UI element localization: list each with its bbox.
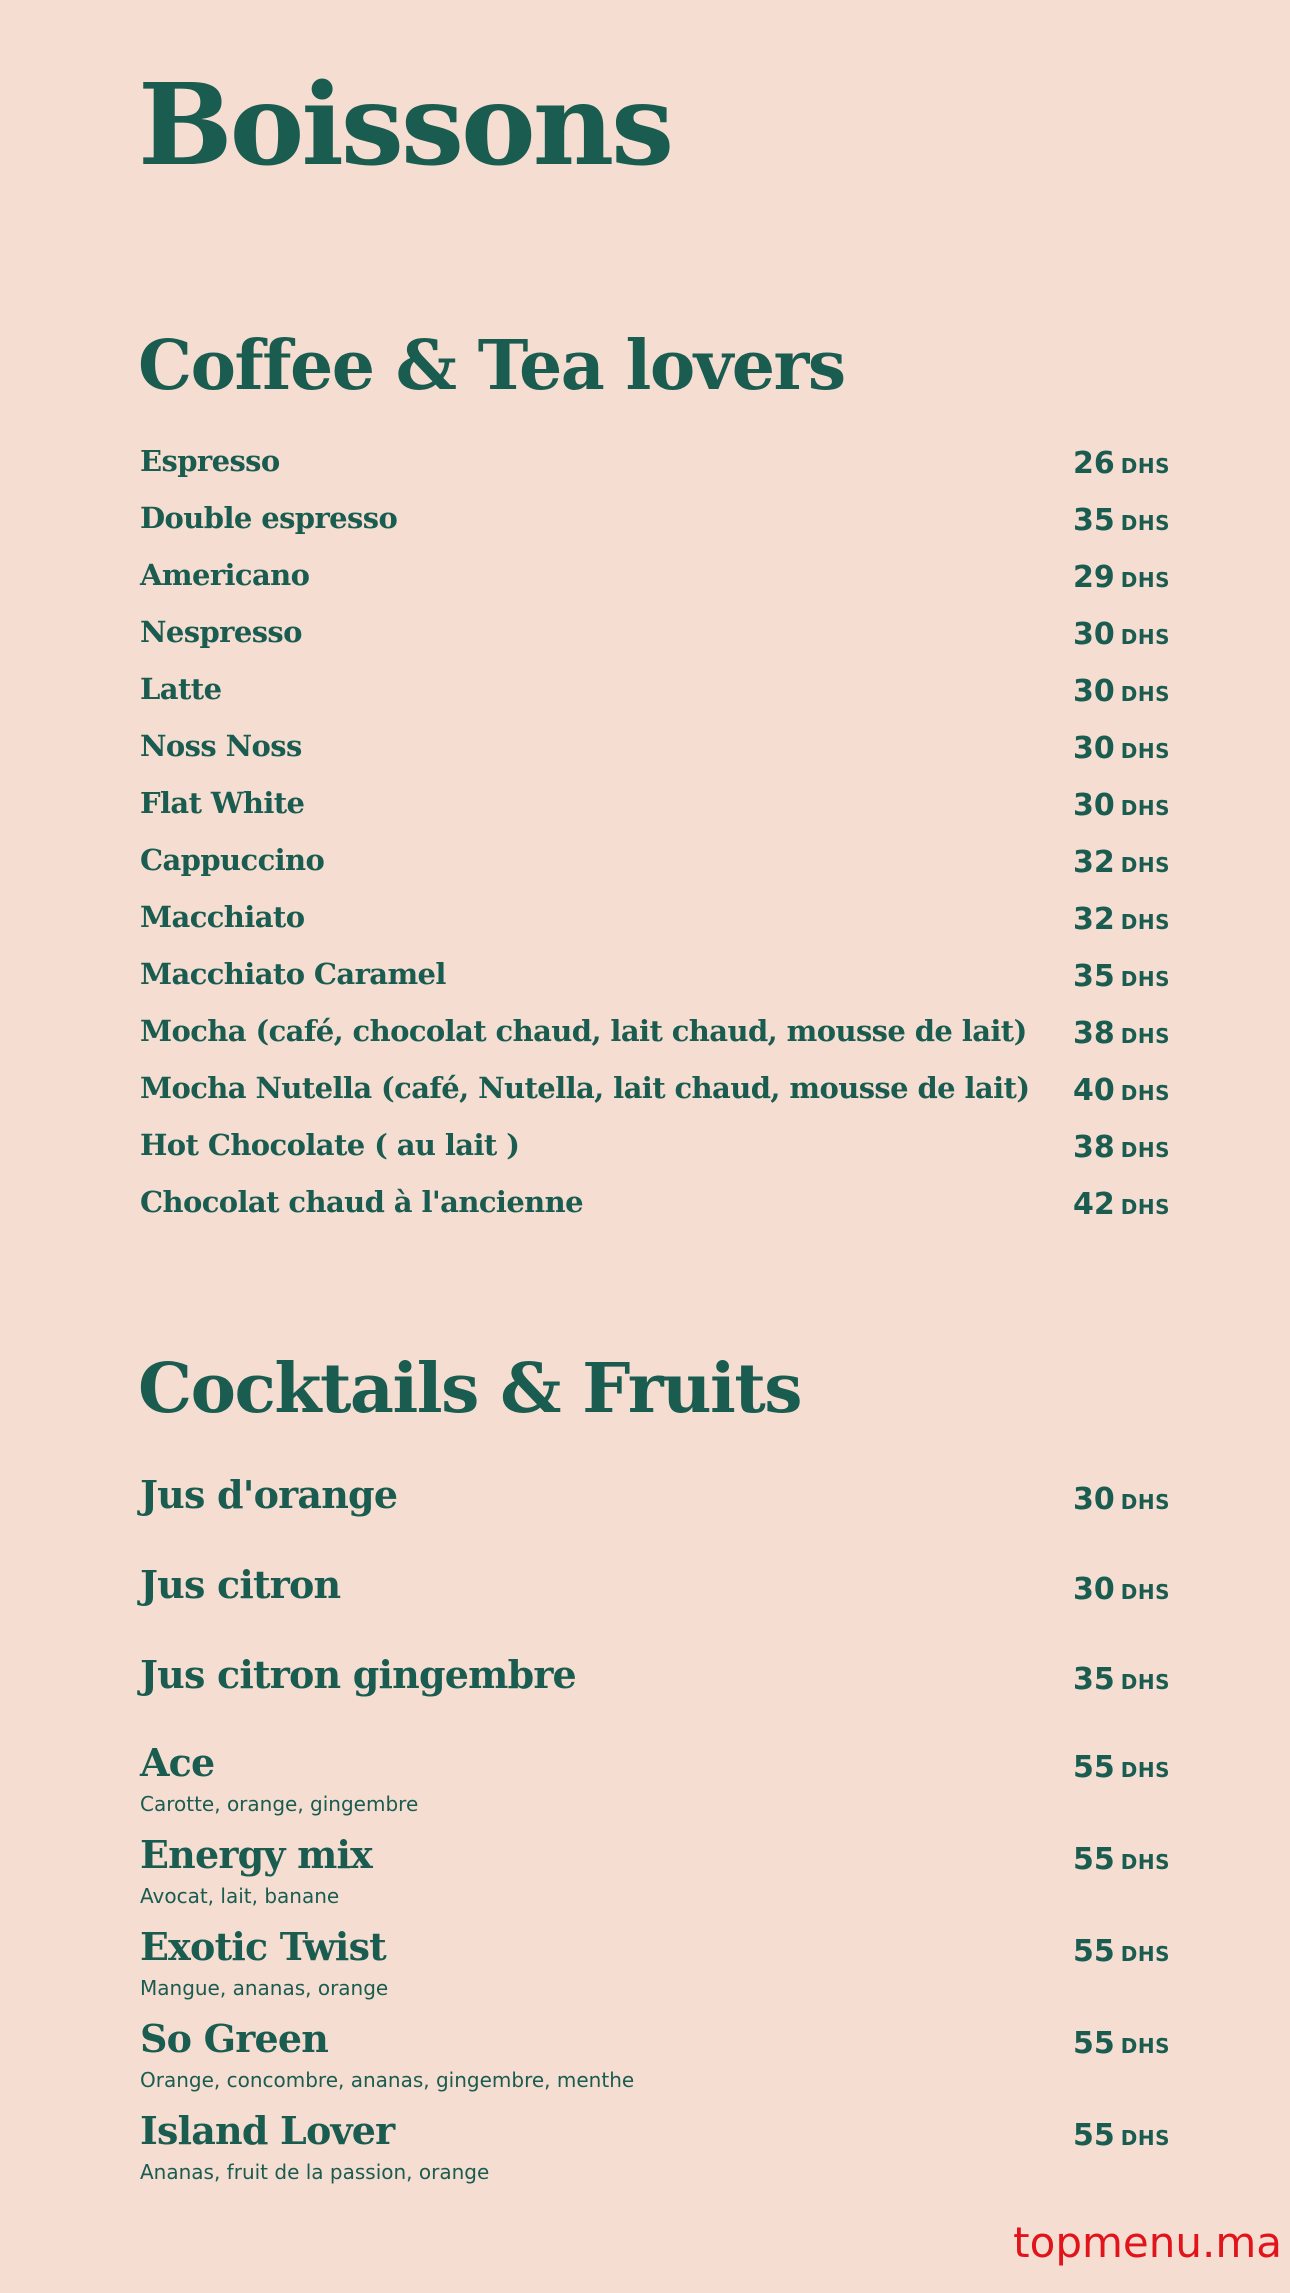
item-name: Flat White: [140, 786, 305, 820]
item-price: [1073, 1187, 1170, 1222]
cocktails-section-heading: Cocktails & Fruits: [138, 1349, 802, 1429]
price-value: 55: [1073, 1750, 1115, 1785]
item-name: Americano: [140, 558, 310, 592]
price-value: 30: [1073, 617, 1115, 652]
price-currency: DHS: [1120, 2034, 1170, 2058]
item-name: Noss Noss: [140, 729, 302, 763]
price-currency: DHS: [1120, 739, 1170, 763]
price-value: 29: [1073, 560, 1115, 595]
item-name: Latte: [140, 672, 222, 706]
item-name: Hot Chocolate ( au lait ): [140, 1128, 520, 1162]
menu-item: [138, 2108, 1170, 2200]
menu-item: [138, 440, 1170, 497]
price-currency: DHS: [1120, 910, 1170, 934]
item-price: [1073, 1130, 1170, 1165]
item-price: [1073, 446, 1170, 481]
price-value: 30: [1073, 1482, 1115, 1517]
item-name: Jus d'orange: [140, 1472, 398, 1517]
item-price: [1073, 1934, 1170, 1969]
price-currency: DHS: [1120, 796, 1170, 820]
item-description: Avocat, lait, banane: [140, 1884, 340, 1908]
item-price: [1073, 731, 1170, 766]
price-value: 55: [1073, 1934, 1115, 1969]
price-currency: DHS: [1120, 1580, 1170, 1604]
item-name: Cappuccino: [140, 843, 325, 877]
item-name: Jus citron gingembre: [140, 1652, 576, 1697]
price-value: 35: [1073, 503, 1115, 538]
item-name: Exotic Twist: [140, 1924, 386, 1969]
item-price: [1073, 788, 1170, 823]
item-price: [1073, 1016, 1170, 1051]
mix-menu-list: [138, 1740, 1170, 2200]
item-name: Double espresso: [140, 501, 398, 535]
coffee-section-heading: Coffee & Tea lovers: [138, 326, 845, 406]
item-price: [1073, 1073, 1170, 1108]
price-currency: DHS: [1120, 1024, 1170, 1048]
item-name: So Green: [140, 2016, 329, 2061]
item-name: Nespresso: [140, 615, 302, 649]
item-name: Mocha Nutella (café, Nutella, lait chaud, mousse de lait): [140, 1071, 1030, 1105]
menu-item: [138, 1124, 1170, 1181]
price-value: 32: [1073, 902, 1115, 937]
price-currency: DHS: [1120, 853, 1170, 877]
price-value: 30: [1073, 731, 1115, 766]
menu-item: [138, 782, 1170, 839]
price-value: 30: [1073, 1572, 1115, 1607]
item-price: [1073, 959, 1170, 994]
item-price: [1073, 617, 1170, 652]
menu-item: [138, 725, 1170, 782]
item-description: Mangue, ananas, orange: [140, 1976, 389, 2000]
price-value: 38: [1073, 1016, 1115, 1051]
item-description: Orange, concombre, ananas, gingembre, menthe: [140, 2068, 635, 2092]
price-value: 42: [1073, 1187, 1115, 1222]
menu-item: [138, 839, 1170, 896]
price-currency: DHS: [1120, 1758, 1170, 1782]
item-price: [1073, 2118, 1170, 2153]
menu-item: [138, 896, 1170, 953]
price-currency: DHS: [1120, 1670, 1170, 1694]
menu-item: [138, 1740, 1170, 1832]
price-currency: DHS: [1120, 1942, 1170, 1966]
item-price: [1073, 1662, 1170, 1697]
menu-item: [138, 554, 1170, 611]
price-value: 30: [1073, 674, 1115, 709]
item-price: [1073, 1482, 1170, 1517]
price-currency: DHS: [1120, 682, 1170, 706]
menu-item: [138, 1924, 1170, 2016]
menu-item: [138, 497, 1170, 554]
price-value: 30: [1073, 788, 1115, 823]
price-currency: DHS: [1120, 454, 1170, 478]
item-price: [1073, 560, 1170, 595]
page-title: Boissons: [138, 60, 672, 191]
menu-item: [138, 1468, 1170, 1558]
price-currency: DHS: [1120, 568, 1170, 592]
price-currency: DHS: [1120, 1138, 1170, 1162]
price-value: 55: [1073, 2026, 1115, 2061]
item-price: [1073, 1842, 1170, 1877]
price-value: 38: [1073, 1130, 1115, 1165]
price-value: 40: [1073, 1073, 1115, 1108]
item-name: Ace: [140, 1740, 215, 1785]
item-price: [1073, 1750, 1170, 1785]
item-name: Mocha (café, chocolat chaud, lait chaud, mousse de lait): [140, 1014, 1027, 1048]
item-price: [1073, 845, 1170, 880]
item-name: Jus citron: [140, 1562, 341, 1607]
menu-item: [138, 1181, 1170, 1238]
price-value: 35: [1073, 959, 1115, 994]
price-currency: DHS: [1120, 2126, 1170, 2150]
item-name: Energy mix: [140, 1832, 372, 1877]
menu-item: [138, 2016, 1170, 2108]
menu-item: [138, 1558, 1170, 1648]
item-name: Island Lover: [140, 2108, 395, 2153]
item-price: [1073, 2026, 1170, 2061]
menu-item: [138, 953, 1170, 1010]
price-value: 32: [1073, 845, 1115, 880]
menu-item: [138, 1010, 1170, 1067]
watermark: topmenu.ma: [1013, 2218, 1282, 2267]
coffee-menu-list: [138, 440, 1170, 1238]
menu-item: [138, 1832, 1170, 1924]
price-currency: DHS: [1120, 511, 1170, 535]
price-value: 26: [1073, 446, 1115, 481]
juice-menu-list: [138, 1468, 1170, 1738]
price-currency: DHS: [1120, 1490, 1170, 1514]
price-currency: DHS: [1120, 1081, 1170, 1105]
menu-item: [138, 668, 1170, 725]
price-currency: DHS: [1120, 1195, 1170, 1219]
menu-item: [138, 611, 1170, 668]
price-value: 55: [1073, 1842, 1115, 1877]
item-price: [1073, 674, 1170, 709]
price-value: 55: [1073, 2118, 1115, 2153]
menu-item: [138, 1067, 1170, 1124]
item-price: [1073, 503, 1170, 538]
price-currency: DHS: [1120, 967, 1170, 991]
price-value: 35: [1073, 1662, 1115, 1697]
item-description: Ananas, fruit de la passion, orange: [140, 2160, 490, 2184]
item-description: Carotte, orange, gingembre: [140, 1792, 419, 1816]
item-price: [1073, 902, 1170, 937]
item-name: Chocolat chaud à l'ancienne: [140, 1185, 583, 1219]
item-name: Espresso: [140, 444, 280, 478]
item-name: Macchiato: [140, 900, 305, 934]
item-name: Macchiato Caramel: [140, 957, 446, 991]
price-currency: DHS: [1120, 1850, 1170, 1874]
item-price: [1073, 1572, 1170, 1607]
price-currency: DHS: [1120, 625, 1170, 649]
menu-item: [138, 1648, 1170, 1738]
